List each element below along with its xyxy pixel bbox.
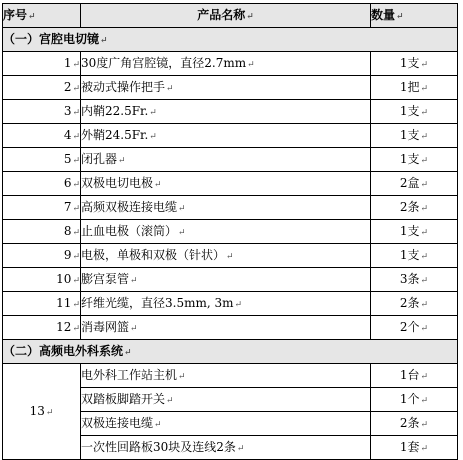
row-no: 7↵ [3,196,81,220]
table-row [3,292,458,316]
table-row [3,76,458,100]
row-qty: 2条↵ [371,412,458,436]
row-qty: 1把↵ [371,76,458,100]
row-name: 外鞘24.5Fr.↵ [81,124,371,148]
row-no: 11↵ [3,292,81,316]
row-name: 一次性回路板30块及连线2条↵ [81,436,371,460]
table-row [3,148,458,172]
table-row [3,220,458,244]
row-qty: 1支↵ [371,124,458,148]
table-row [3,268,458,292]
row-name: 双极连接电缆↵ [81,412,371,436]
table-row [3,124,458,148]
row-name: 高频双极连接电缆↵ [81,196,371,220]
row-no: 2↵ [3,76,81,100]
row-qty: 2个↵ [371,316,458,340]
section-row [3,28,458,52]
row-qty: 2条↵ [371,196,458,220]
row-name: 双极电切电极↵ [81,172,371,196]
row-qty: 1套↵ [371,436,458,460]
table-row [3,364,458,388]
row-name: 纤维光缆，直径3.5mm, 3m↵ [81,292,371,316]
row-qty: 2条↵ [371,292,458,316]
section-title: （二）高频电外科系统↵ [3,340,458,364]
row-qty: 1支↵ [371,100,458,124]
row-name: 被动式操作把手↵ [81,76,371,100]
table-row [3,316,458,340]
row-name: 膨宫泵管↵ [81,268,371,292]
row-qty: 1个↵ [371,388,458,412]
header-name: 产品名称↵ [81,4,371,28]
row-no: 5↵ [3,148,81,172]
table-row [3,172,458,196]
row-qty: 1支↵ [371,52,458,76]
row-name: 电外科工作站主机↵ [81,364,371,388]
row-no: 4↵ [3,124,81,148]
equipment-table [2,3,458,460]
row-name: 内鞘22.5Fr.↵ [81,100,371,124]
section-row [3,340,458,364]
row-no: 10↵ [3,268,81,292]
row-name: 闭孔器↵ [81,148,371,172]
row-qty: 1支↵ [371,220,458,244]
row-qty: 1支↵ [371,148,458,172]
row-name: 消毒网篮↵ [81,316,371,340]
table-row [3,100,458,124]
row-no: 6↵ [3,172,81,196]
row-no: 9↵ [3,244,81,268]
row-no: 1↵ [3,52,81,76]
header-qty: 数量↵ [371,4,458,28]
header-row [3,4,458,28]
table-row [3,244,458,268]
row-no: 3↵ [3,100,81,124]
row-qty: 1台↵ [371,364,458,388]
row-qty: 1支↵ [371,244,458,268]
row-no: 12↵ [3,316,81,340]
row-no: 8↵ [3,220,81,244]
row-name: 止血电极（滚筒）↵ [81,220,371,244]
row-qty: 3条↵ [371,268,458,292]
group-no: 13↵ [3,364,81,460]
table-row [3,52,458,76]
row-qty: 2盒↵ [371,172,458,196]
section-title: （一）宫腔电切镜↵ [3,28,458,52]
table-row [3,196,458,220]
header-no: 序号↵ [3,4,81,28]
row-name: 电极，单极和双极（针状）↵ [81,244,371,268]
row-name: 双踏板脚踏开关↵ [81,388,371,412]
row-name: 30度广角宫腔镜，直径2.7mm↵ [81,52,371,76]
